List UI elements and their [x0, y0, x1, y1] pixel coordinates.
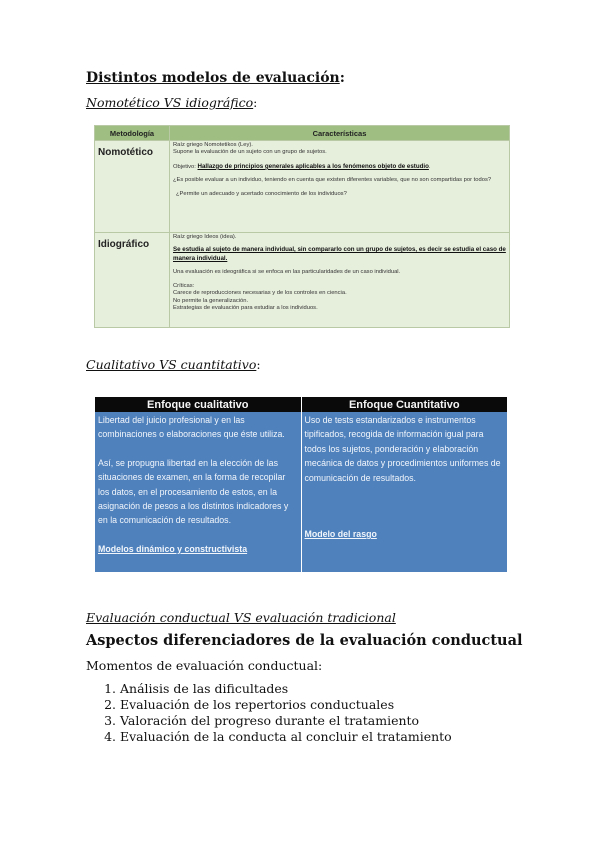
qualitative-para-1: Libertad del juicio profesional y en las combinaciones o elaboraciones que éste utiliza. [98, 415, 285, 440]
section-cualitativo-subtitle-text: Cualitativo VS cuantitativo [86, 357, 257, 372]
list-item: 3. Valoración del progreso durante el tratamiento [120, 713, 452, 729]
moments-paragraph: Momentos de evaluación conductual: [86, 658, 323, 673]
critic-item: Carece de reproducciones necesarias y de los controles en ciencia. [173, 290, 347, 297]
critics-title: Críticas: [173, 282, 195, 289]
methodology-table [94, 125, 510, 328]
qualitative-para-2: Así, se propugna libertad en la elección de las situaciones de examen, en la forma de recopilar los datos, en el procesamiento de estos, en la asignación de pesos a los distintos indicadores y en la comunicación de resultados. [98, 457, 289, 526]
table-row [95, 412, 507, 572]
section-nomotetico-subtitle-text: Nomotético VS idiográfico [86, 95, 254, 110]
document-title-colon: : [339, 70, 345, 86]
objective-suffix: . [428, 163, 431, 170]
list-item: 4. Evaluación de la conducta al concluir el tratamiento [120, 729, 452, 745]
table-row [95, 233, 510, 328]
nomotetico-line-1: Raíz griego Nomotetikos (Ley). [173, 142, 253, 148]
quantitative-header: Enfoque Cuantitativo [301, 397, 507, 412]
document-title-text: Distintos modelos de evaluación [86, 70, 340, 86]
objective-bold: Hallazgo de principios generales aplicables a los fenómenos objeto de estudio [197, 162, 429, 170]
idiografico-bold: Se estudia al sujeto de manera individual, sin compararlo con un grupo de sujetos, es decir se estudia el caso de manera individual. [173, 246, 506, 263]
idiografico-name-cell [95, 233, 170, 328]
approach-table [95, 397, 507, 572]
idiografico-line-1: Raíz griego Ideos (idea). [173, 234, 237, 240]
section-cualitativo-subtitle [86, 357, 261, 372]
table-row [95, 141, 510, 233]
nomotetico-name-cell [95, 141, 170, 233]
nomotetico-name: Nomotético [98, 147, 153, 158]
list-item: 1. Análisis de las dificultades [120, 681, 452, 697]
document-title [86, 70, 345, 86]
list-item: 2. Evaluación de los repertorios conductuales [120, 697, 452, 713]
nomotetico-question-1: ¿Es posible evaluar a un individuo, teniendo en cuenta que existen diferentes variables, que no son compartidas por todos? [173, 177, 492, 184]
nomotetico-objective [173, 163, 506, 171]
nomotetico-question-2: ¿Permite un adecuado y acertado conocimiento de los individuos? [176, 190, 347, 197]
idiografico-body-cell [170, 233, 510, 328]
quantitative-model: Modelo del rasgo [304, 529, 377, 540]
qualitative-cell [95, 412, 301, 572]
qualitative-header: Enfoque cualitativo [95, 397, 301, 412]
nomotetico-characteristics [170, 141, 509, 199]
nomotetico-line-2: Supone la evaluación de un sujeto con un grupo de sujetos. [173, 149, 327, 156]
characteristics-header: Características [170, 126, 510, 141]
idiografico-characteristics [170, 233, 509, 313]
qualitative-model: Modelos dinámico y constructivista [98, 543, 248, 554]
approach-table-header-row [95, 397, 507, 412]
nomotetico-body-cell [170, 141, 510, 233]
methodology-header: Metodología [95, 126, 170, 141]
idiografico-name: Idiográfico [98, 239, 150, 250]
section-conductual-subtitle [86, 610, 396, 625]
methodology-table-header-row [95, 126, 510, 141]
quantitative-para-1: Uso de tests estandarizados e instrumentos tipificados, recogida de información igual para todos los sujetos, ponderación y elaboración mecánica de datos y procedimientos uniformes de comunicación de resultados. [304, 415, 501, 483]
critic-item: No permite la generalización. [173, 297, 249, 304]
section-nomotetico-subtitle-colon: : [253, 95, 258, 110]
quantitative-cell [301, 412, 507, 572]
moments-list [87, 681, 452, 745]
objective-prefix: Objetivo: [173, 163, 198, 170]
section-conductual-subtitle-text: Evaluación conductual VS evaluación tradicional [86, 610, 396, 625]
section-nomotetico-subtitle [86, 95, 257, 110]
section-conductual-heading: Aspectos diferenciadores de la evaluación conductual [86, 632, 523, 649]
section-cualitativo-subtitle-colon: : [256, 357, 261, 372]
idiografico-line-2: Una evaluación es ideográfica si se enfoca en las particularidades de un caso individual. [173, 269, 401, 276]
critic-item: Estrategias de evaluación para estudiar a los individuos. [173, 305, 318, 312]
